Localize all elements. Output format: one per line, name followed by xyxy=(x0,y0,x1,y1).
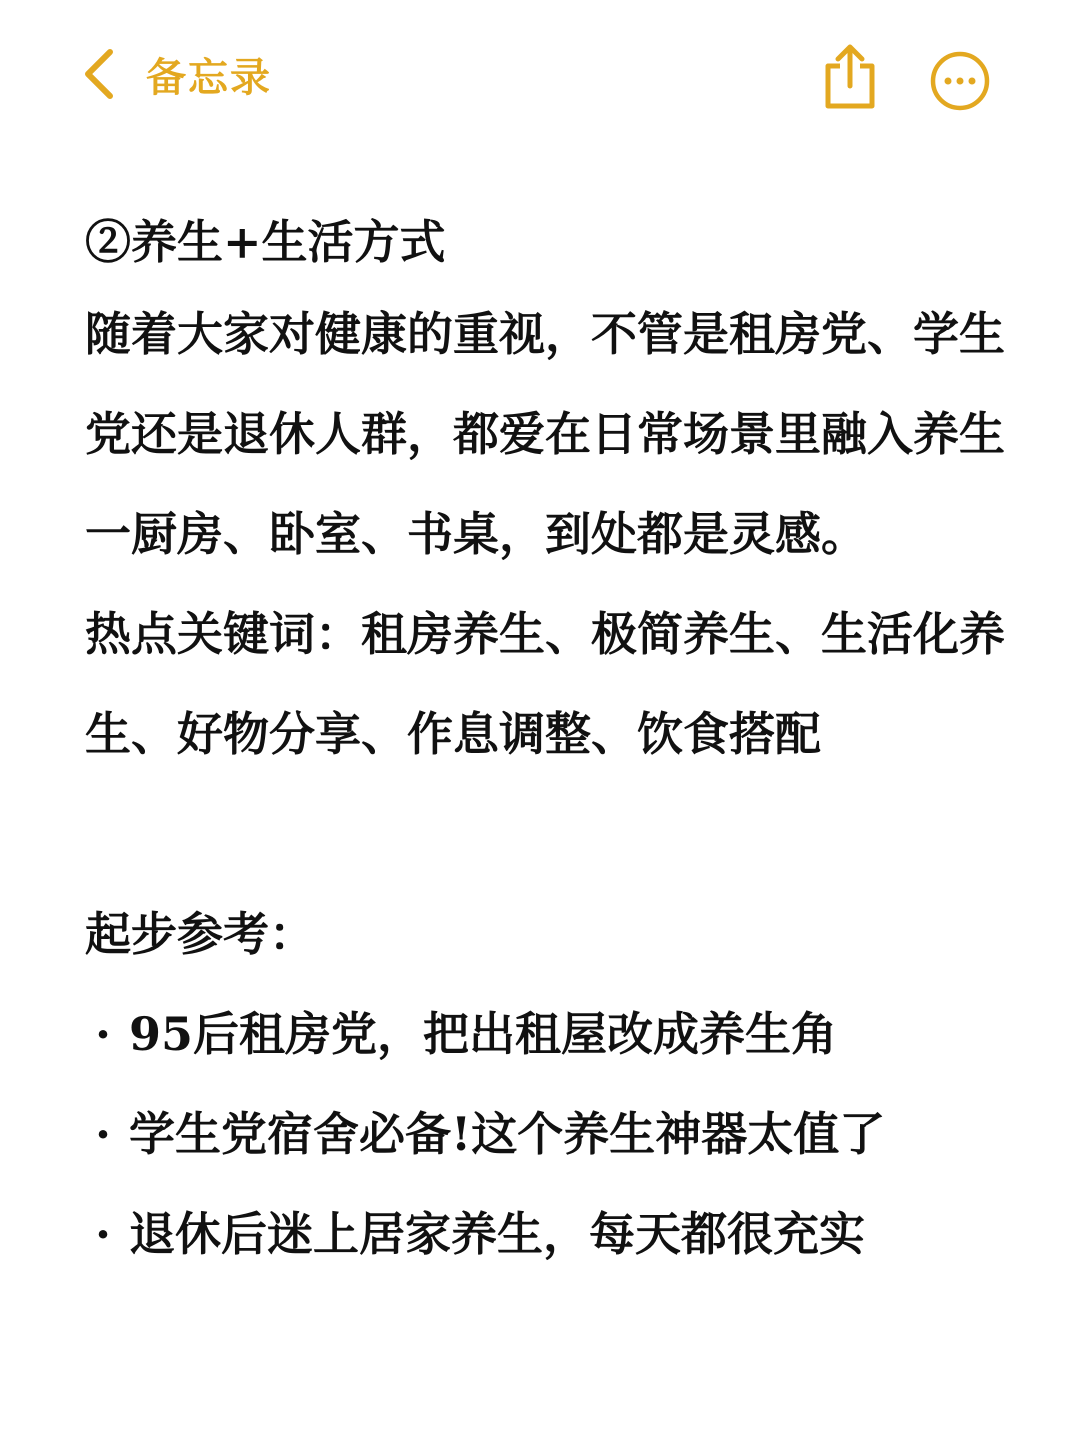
list-item xyxy=(85,1184,1015,1284)
note-content xyxy=(85,200,1015,1284)
paragraph-line: 一厨房、卧室、书桌，到处都是灵感。 xyxy=(85,507,867,561)
chevron-left-icon xyxy=(80,46,120,102)
share-icon[interactable] xyxy=(822,40,878,112)
navigation-bar xyxy=(0,0,1080,150)
bullet-marker: · xyxy=(95,1007,112,1061)
blank-line xyxy=(85,784,1015,884)
list-item xyxy=(85,984,1015,1084)
keywords-line: 热点关键词：租房养生、极简养生、生活化养 xyxy=(85,607,1005,661)
note-paragraph xyxy=(85,284,1015,784)
list-item-text: 95后租房党，把出租屋改成养生角 xyxy=(129,1007,838,1061)
reference-list xyxy=(85,984,1015,1284)
list-item-text: 退休后迷上居家养生，每天都很充实 xyxy=(129,1207,865,1261)
list-item-text: 学生党宿舍必备!这个养生神器太值了 xyxy=(129,1107,886,1161)
paragraph-line: 随着大家对健康的重视，不管是租房党、学生 xyxy=(85,307,1005,361)
note-heading: ②养生+生活方式 xyxy=(85,215,446,269)
paragraph-line: 党还是退休人群，都爱在日常场景里融入养生 xyxy=(85,407,1005,461)
bullet-marker: · xyxy=(95,1107,112,1161)
section-title: 起步参考： xyxy=(85,907,315,961)
back-button[interactable] xyxy=(80,44,272,104)
more-icon[interactable] xyxy=(929,50,991,112)
list-item xyxy=(85,1084,1015,1184)
keywords-line: 生、好物分享、作息调整、饮食搭配 xyxy=(85,707,821,761)
bullet-marker: · xyxy=(95,1207,112,1261)
back-label: 备忘录 xyxy=(146,54,272,101)
